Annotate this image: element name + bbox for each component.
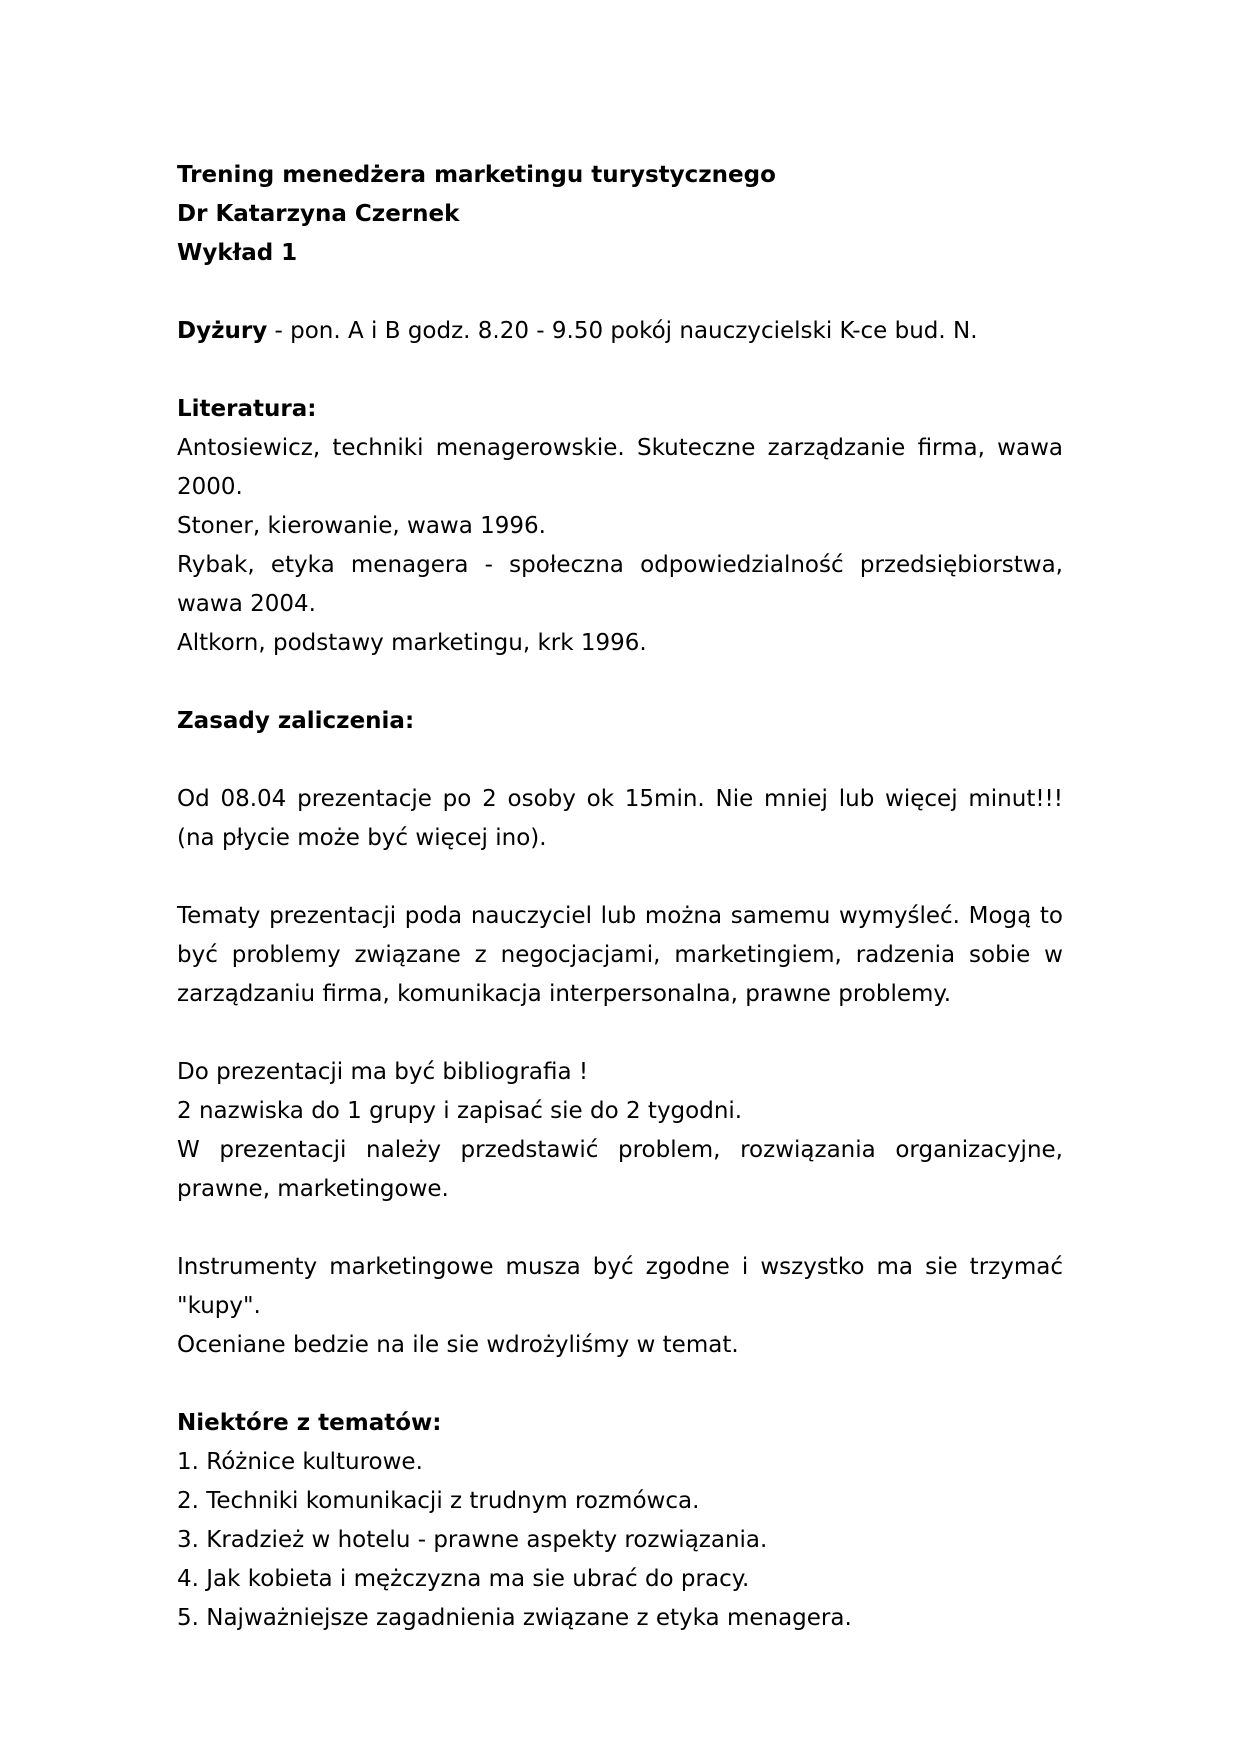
- list-item: 3. Kradzież w hotelu - prawne aspekty rozwiązania.: [177, 1527, 768, 1553]
- lecture-number: Wykład 1: [177, 240, 298, 266]
- document-title: Trening menedżera marketingu turystycznego: [177, 162, 776, 188]
- literature-item: Stoner, kierowanie, wawa 1996.: [177, 513, 546, 539]
- rules-paragraph: W prezentacji należy przedstawić problem, rozwiązania organizacyjne, prawne, marketingowe.: [177, 1137, 1063, 1202]
- office-hours-label: Dyżury: [177, 318, 268, 344]
- rules-paragraph: Tematy prezentacji poda nauczyciel lub można samemu wymyśleć. Mogą to być problemy związane z negocjacjami, marketingiem, radzenia sobie w zarządzaniu firma, komunikacja interpersonalna, prawne problemy.: [177, 903, 1063, 1007]
- rules-paragraph: Od 08.04 prezentacje po 2 osoby ok 15min. Nie mniej lub więcej minut!!! (na płycie może być więcej ino).: [177, 786, 1063, 851]
- topics-heading: Niektóre z tematów:: [177, 1410, 442, 1436]
- list-item: 1. Różnice kulturowe.: [177, 1449, 423, 1475]
- literature-item: Rybak, etyka menagera - społeczna odpowiedzialność przedsiębiorstwa, wawa 2004.: [177, 552, 1063, 617]
- list-item: 4. Jak kobieta i mężczyzna ma sie ubrać do pracy.: [177, 1566, 750, 1592]
- literature-item: Antosiewicz, techniki menagerowskie. Skuteczne zarządzanie firma, wawa 2000.: [177, 435, 1063, 500]
- document-page: [177, 156, 1063, 1638]
- author-name: Dr Katarzyna Czernek: [177, 201, 460, 227]
- rules-heading: Zasady zaliczenia:: [177, 708, 415, 734]
- list-item: 2. Techniki komunikacji z trudnym rozmówca.: [177, 1488, 700, 1514]
- topics-list: [177, 1443, 1063, 1638]
- literature-item: Altkorn, podstawy marketingu, krk 1996.: [177, 630, 647, 656]
- list-item: 5. Najważniejsze zagadnienia związane z etyka menagera.: [177, 1605, 852, 1631]
- literature-heading: Literatura:: [177, 396, 317, 422]
- rules-paragraph: Instrumenty marketingowe musza być zgodne i wszystko ma sie trzymać "kupy".: [177, 1254, 1063, 1319]
- rules-paragraph: 2 nazwiska do 1 grupy i zapisać sie do 2 tygodni.: [177, 1098, 743, 1124]
- office-hours: [177, 312, 1063, 351]
- office-hours-text: - pon. A i B godz. 8.20 - 9.50 pokój nauczycielski K-ce bud. N.: [267, 318, 978, 344]
- rules-paragraph: Oceniane bedzie na ile sie wdrożyliśmy w temat.: [177, 1332, 739, 1358]
- rules-paragraph: Do prezentacji ma być bibliografia !: [177, 1059, 589, 1085]
